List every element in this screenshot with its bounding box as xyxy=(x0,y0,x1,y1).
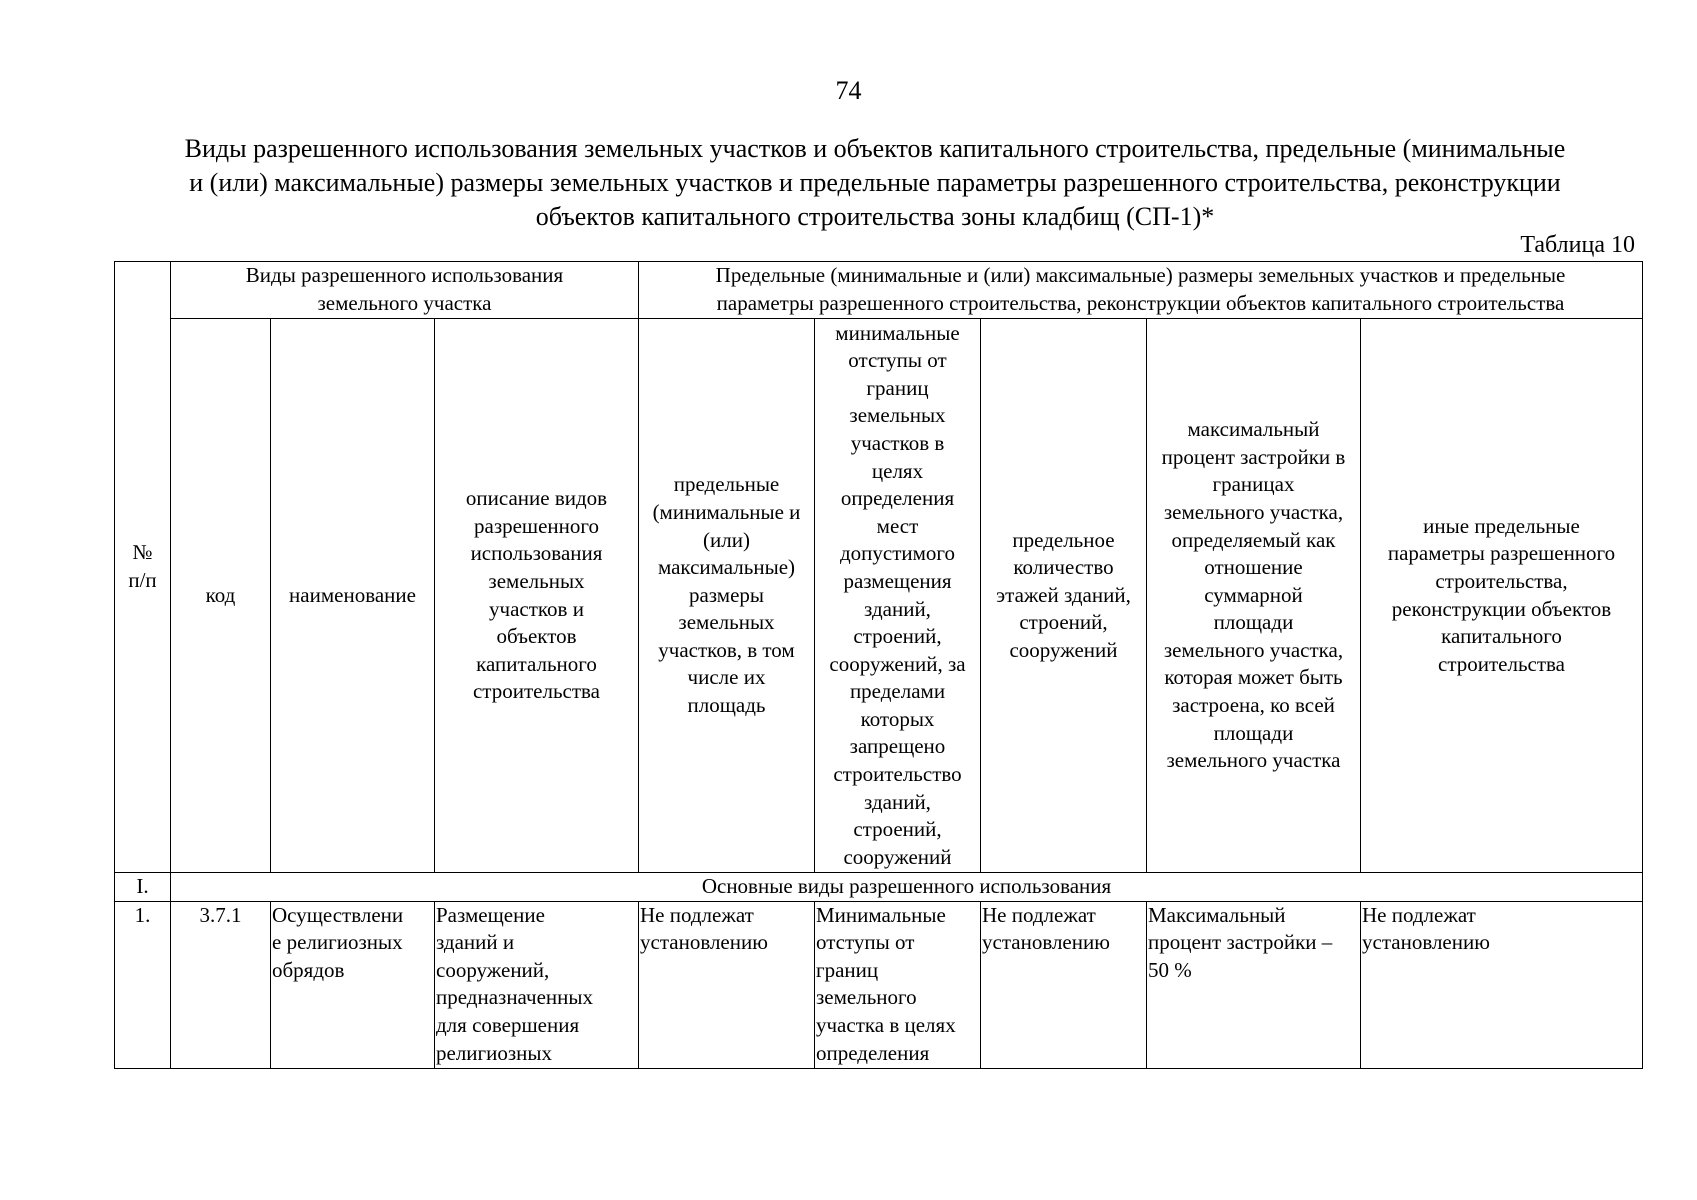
row-other: Не подлежат установлению xyxy=(1362,902,1490,955)
header-size: предельные (минимальные и (или) максимальные) размеры земельных участков, в том числе их площадь xyxy=(652,472,801,718)
regulations-table xyxy=(114,261,1643,1069)
row-name-cell xyxy=(271,901,435,1068)
header-group-row xyxy=(115,262,1643,319)
header-name: наименование xyxy=(289,582,416,607)
row-description-cell xyxy=(435,901,639,1068)
table-caption: Таблица 10 xyxy=(1520,232,1635,258)
header-floors: предельное количество этажей зданий, строений, сооружений xyxy=(996,527,1131,662)
header-coverage: максимальный процент застройки в границах земельного участка, определяемый как отношение суммарной площади земельного участка, которая может быть застроена, ко всей площади земельного участка xyxy=(1161,417,1346,773)
row-other-cell xyxy=(1361,901,1643,1068)
row-coverage-cell xyxy=(1147,901,1361,1068)
header-group-permitted-use: Виды разрешенного использования земельного участка xyxy=(245,263,564,315)
document-title xyxy=(110,132,1640,234)
row-setbacks-cell xyxy=(815,901,981,1068)
row-num: 1. xyxy=(115,901,171,1068)
header-code-cell xyxy=(171,319,271,873)
row-floors-cell xyxy=(981,901,1147,1068)
header-floors-cell xyxy=(981,319,1147,873)
section-label: Основные виды разрешенного использования xyxy=(171,873,1643,902)
header-num: № п/п xyxy=(128,540,157,592)
header-name-cell xyxy=(271,319,435,873)
header-setbacks-cell xyxy=(815,319,981,873)
row-description: Размещение зданий и сооружений, предназначенных для совершения религиозных xyxy=(436,902,594,1065)
header-columns-row xyxy=(115,319,1643,873)
section-num: I. xyxy=(115,873,171,902)
header-code: код xyxy=(205,582,236,607)
row-coverage: Максимальный процент застройки – 50 % xyxy=(1148,902,1333,982)
document-title-line-1: Виды разрешенного использования земельных участков и объектов капитального строительства, предельные (минимальные xyxy=(184,134,1566,163)
page-number: 74 xyxy=(835,76,862,105)
header-size-cell xyxy=(639,319,815,873)
row-floors: Не подлежат установлению xyxy=(982,902,1110,955)
header-group-b-cell xyxy=(639,262,1643,319)
row-setbacks: Минимальные отступы от границ земельного участка в целях определения xyxy=(816,902,956,1065)
header-coverage-cell xyxy=(1147,319,1361,873)
document-title-line-3: объектов капитального строительства зоны кладбищ (СП-1)* xyxy=(535,202,1215,231)
row-size: Не подлежат установлению xyxy=(640,902,768,955)
document-title-line-2: и (или) максимальные) размеры земельных участков и предельные параметры разрешенного строительства, реконструкции xyxy=(189,168,1561,197)
header-group-a-cell xyxy=(171,262,639,319)
header-group-limits: Предельные (минимальные и (или) максимальные) размеры земельных участков и предельные параметры разрешенного строительства, реконструкции объектов капитального строительства xyxy=(715,263,1566,315)
header-description: описание видов разрешенного использования земельных участков и объектов капитального строительства xyxy=(465,486,608,704)
row-name: Осуществлени е религиозных обрядов xyxy=(272,902,404,982)
header-description-cell xyxy=(435,319,639,873)
row-code: 3.7.1 xyxy=(171,901,271,1068)
header-setbacks: минимальные отступы от границ земельных участков в целях определения мест допустимого размещения зданий, строений, сооружений, за пределами которых запрещено строительство зданий, строений, сооружений xyxy=(829,320,966,869)
header-other-cell xyxy=(1361,319,1643,873)
row-size-cell xyxy=(639,901,815,1068)
header-other: иные предельные параметры разрешенного строительства, реконструкции объектов капитального строительства xyxy=(1387,513,1616,676)
section-row xyxy=(115,873,1643,902)
table-row xyxy=(115,901,1643,1068)
header-num-cell xyxy=(115,262,171,873)
